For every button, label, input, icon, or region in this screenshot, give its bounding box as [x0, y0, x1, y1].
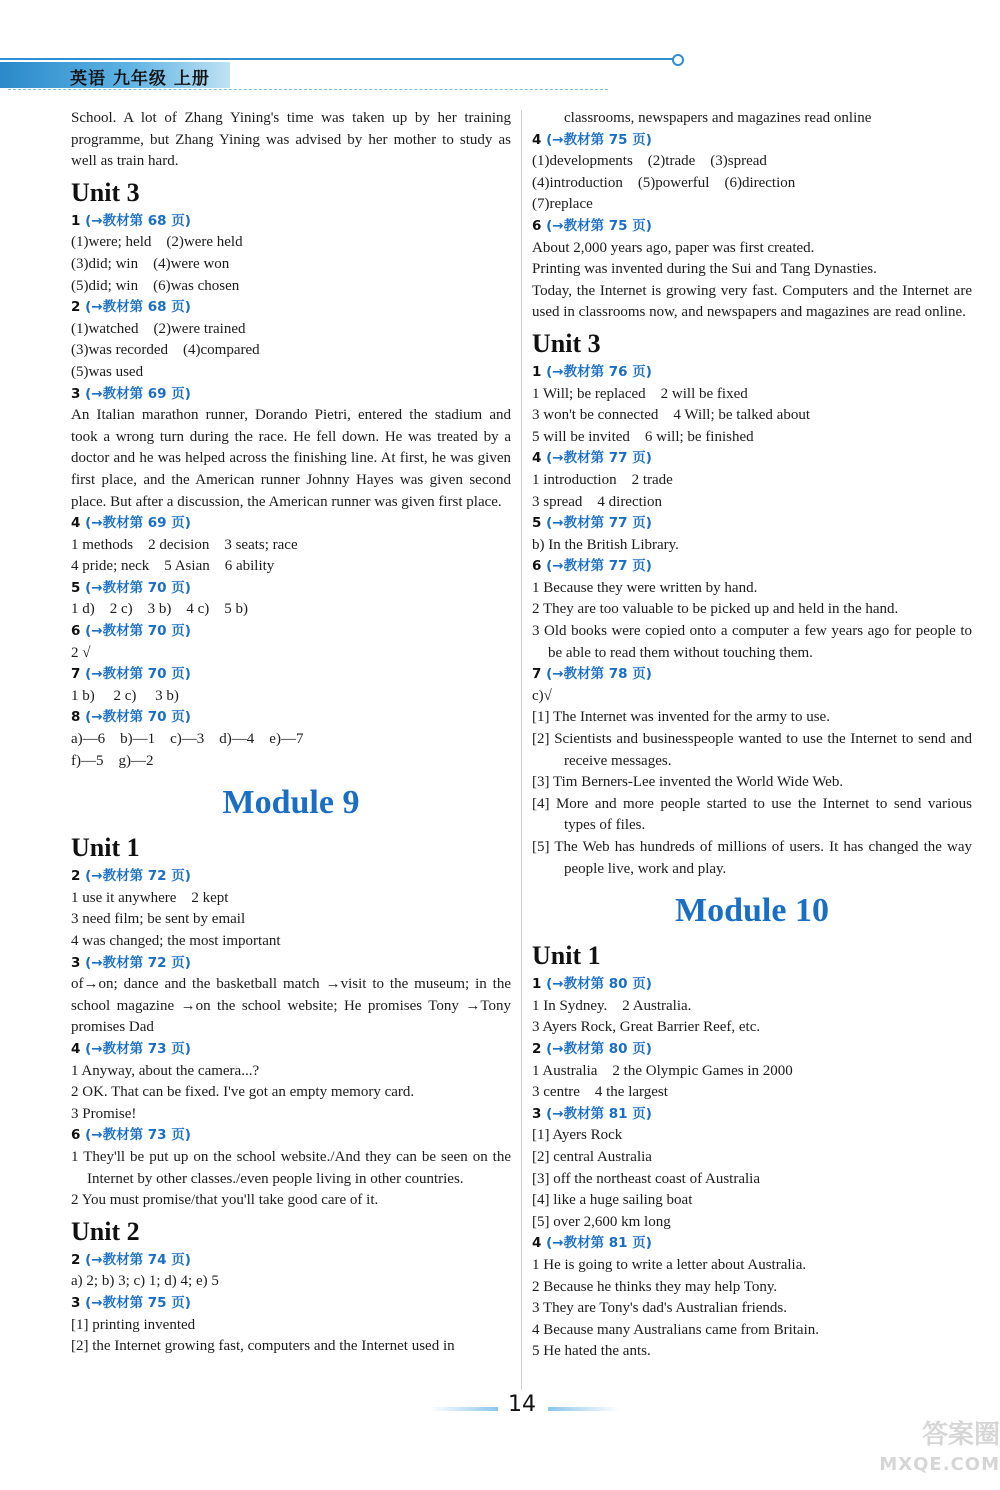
answer-line: 2 OK. That can be fixed. I've got an empty memory card.: [71, 1084, 415, 1101]
right-column: [532, 108, 972, 1363]
answer-line: 3 Old books were copied onto a computer a few years ago for people to be able to read them without touching them.: [532, 623, 972, 661]
answer-line: c)√: [532, 687, 552, 704]
answer-line: 1 Australia 2 the Olympic Games in 2000: [532, 1062, 793, 1079]
question-ref: 5 (→教材第 70 页): [71, 579, 191, 596]
header-rule-dot: [672, 54, 684, 66]
header-dashed-rule: [8, 89, 608, 91]
answer-line: 1 They'll be put up on the school website./And they can be seen on the Internet by other classes./even people living in other countries.: [71, 1148, 511, 1187]
question-ref: 2 (→教材第 72 页): [71, 868, 191, 885]
answer-line: 1 b) 2 c) 3 b): [71, 687, 179, 704]
question-ref: 3 (→教材第 69 页): [71, 385, 191, 402]
answer-line: [4] More and more people started to use the Internet to send various types of files.: [532, 795, 972, 834]
watermark-logo: 答案圈: [921, 1420, 1000, 1450]
unit-heading: Unit 3: [532, 328, 601, 358]
question-ref: 4 (→教材第 69 页): [71, 515, 191, 532]
answer-line: 1 Anyway, about the camera...?: [71, 1062, 260, 1079]
answer-line: 3 won't be connected 4 Will; be talked about: [532, 407, 810, 424]
question-ref: 7 (→教材第 70 页): [71, 666, 191, 683]
question-ref: 4 (→教材第 73 页): [71, 1040, 191, 1057]
unit-heading: Unit 2: [71, 1216, 140, 1246]
answer-line: 3 spread 4 direction: [532, 493, 662, 510]
answer-line: 1 methods 2 decision 3 seats; race: [71, 536, 298, 553]
answer-line: (1)were; held (2)were held: [71, 234, 243, 251]
answer-line: (3)did; win (4)were won: [71, 255, 230, 272]
answer-line: [4] like a huge sailing boat: [532, 1192, 693, 1209]
answer-line: [5] The Web has hundreds of millions of users. It has changed the way people live, work and play.: [532, 839, 972, 877]
question-ref: 6 (→教材第 70 页): [71, 623, 191, 640]
answer-line: About 2,000 years ago, paper was first created.: [532, 239, 815, 256]
answer-line: (1)developments (2)trade (3)spread: [532, 153, 767, 170]
answer-line: [2] central Australia: [532, 1148, 652, 1165]
question-ref: 4 (→教材第 75 页): [532, 131, 652, 148]
watermark: [820, 1420, 1000, 1480]
left-column: [71, 108, 511, 1358]
question-ref: 8 (→教材第 70 页): [71, 709, 191, 726]
answer-line: Printing was invented during the Sui and Tang Dynasties.: [532, 261, 877, 278]
answer-line: 4 Because many Australians came from Britain.: [532, 1321, 819, 1338]
question-ref: 4 (→教材第 81 页): [532, 1235, 652, 1252]
answer-line: 1 introduction 2 trade: [532, 471, 673, 488]
answer-line: 2 They are too valuable to be picked up and held in the hand.: [532, 601, 899, 618]
question-ref: 1 (→教材第 68 页): [71, 212, 191, 229]
question-ref: 6 (→教材第 75 页): [532, 217, 652, 234]
question-ref: 6 (→教材第 73 页): [71, 1127, 191, 1144]
unit-heading: Unit 1: [532, 941, 601, 971]
answer-line: 1 Because they were written by hand.: [532, 579, 758, 596]
question-ref: 6 (→教材第 77 页): [532, 558, 652, 575]
answer-line: [3] Tim Berners-Lee invented the World Wide Web.: [532, 774, 844, 791]
answer-line: (1)watched (2)were trained: [71, 320, 246, 337]
unit-heading: Unit 3: [71, 177, 140, 207]
header-rule: [0, 58, 674, 60]
question-ref: 3 (→教材第 75 页): [71, 1294, 191, 1311]
answer-line: 3 need film; be sent by email: [71, 911, 246, 928]
answer-line: 3 They are Tony's dad's Australian friends.: [532, 1300, 787, 1317]
answer-paragraph: of→on; dance and the basketball match →visit to the museum; in the school magazine →on the school website; He promises Tony →Tony promises Dad: [71, 976, 511, 1036]
footer-ornament-left: [430, 1407, 498, 1411]
answer-line: [1] The Internet was invented for the army to use.: [532, 709, 830, 726]
answer-line: (3)was recorded (4)compared: [71, 342, 260, 359]
answer-line: a)—6 b)—1 c)—3 d)—4 e)—7: [71, 731, 304, 748]
question-ref: 4 (→教材第 77 页): [532, 450, 652, 467]
answer-line: 3 centre 4 the largest: [532, 1084, 668, 1101]
answer-line: [1] printing invented: [71, 1316, 196, 1333]
answer-line: (5)was used: [71, 363, 144, 380]
answer-line: 1 d) 2 c) 3 b) 4 c) 5 b): [71, 601, 249, 618]
answer-line: 4 was changed; the most important: [71, 933, 281, 949]
answer-line: 3 Ayers Rock, Great Barrier Reef, etc.: [532, 1019, 761, 1036]
answer-line: [3] off the northeast coast of Australia: [532, 1170, 760, 1187]
answer-line: 5 He hated the ants.: [532, 1343, 651, 1360]
question-ref: 3 (→教材第 81 页): [532, 1105, 652, 1122]
question-ref: 2 (→教材第 68 页): [71, 299, 191, 316]
answer-line: [5] over 2,600 km long: [532, 1213, 671, 1230]
answer-line: classrooms, newspapers and magazines read online: [564, 110, 872, 126]
answer-line: 1 Will; be replaced 2 will be fixed: [532, 385, 748, 402]
answer-line: b) In the British Library.: [532, 536, 679, 553]
answer-line: 2 You must promise/that you'll take good care of it.: [71, 1192, 379, 1209]
answer-line: 1 use it anywhere 2 kept: [71, 889, 229, 906]
answer-line: (7)replace: [532, 196, 593, 213]
module-heading: Module 10: [675, 892, 829, 930]
answer-paragraph: An Italian marathon runner, Dorando Pietri, entered the stadium and took a wrong turn during the race. He fell down. He was treated by a doctor and he was helped across the finishing line. At first, he was given first place, and the American runner Johnny Hayes was given second place. But after a discussion, the American runner was given first place.: [71, 407, 511, 510]
answer-line: 1 In Sydney. 2 Australia.: [532, 997, 692, 1014]
answer-line: [1] Ayers Rock: [532, 1127, 623, 1144]
answer-line: 2 √: [71, 644, 91, 661]
column-divider: [521, 110, 522, 1390]
intro-paragraph: School. A lot of Zhang Yining's time was taken up by her training programme, but Zhang Yining was advised by her mother to study as well as train hard.: [71, 110, 511, 170]
answer-line: 1 He is going to write a letter about Australia.: [532, 1256, 807, 1273]
question-ref: 5 (→教材第 77 页): [532, 515, 652, 532]
answer-line: [2] the Internet growing fast, computers and the Internet used in: [71, 1338, 455, 1355]
answer-line: 3 Promise!: [71, 1105, 137, 1122]
answer-line: 2 Because he thinks they may help Tony.: [532, 1278, 778, 1295]
watermark-url: MXQE.COM: [879, 1454, 1000, 1475]
question-ref: 7 (→教材第 78 页): [532, 666, 652, 683]
footer-ornament-right: [548, 1407, 620, 1411]
page-number: 14: [508, 1392, 536, 1417]
answer-line: f)—5 g)—2: [71, 752, 154, 769]
question-ref: 3 (→教材第 72 页): [71, 954, 191, 971]
answer-line: a) 2; b) 3; c) 1; d) 4; e) 5: [71, 1273, 219, 1290]
answer-line: (5)did; win (6)was chosen: [71, 277, 240, 294]
question-ref: 2 (→教材第 74 页): [71, 1251, 191, 1268]
question-ref: 1 (→教材第 80 页): [532, 976, 652, 993]
question-ref: 2 (→教材第 80 页): [532, 1040, 652, 1057]
module-heading: Module 9: [222, 784, 360, 822]
answer-line: (4)introduction (5)powerful (6)direction: [532, 174, 796, 191]
answer-line: [2] Scientists and businesspeople wanted to use the Internet to send and receive messages.: [532, 731, 972, 769]
answer-line: 5 will be invited 6 will; be finished: [532, 428, 754, 445]
page-header: [0, 56, 1000, 92]
question-ref: 1 (→教材第 76 页): [532, 363, 652, 380]
book-title: 英语 九年级 上册: [70, 69, 210, 89]
answer-paragraph: Today, the Internet is growing very fast. Computers and the Internet are used in classrooms now, and newspapers and magazines are read online.: [532, 282, 972, 321]
answer-line: 4 pride; neck 5 Asian 6 ability: [71, 558, 275, 575]
unit-heading: Unit 1: [71, 833, 140, 863]
